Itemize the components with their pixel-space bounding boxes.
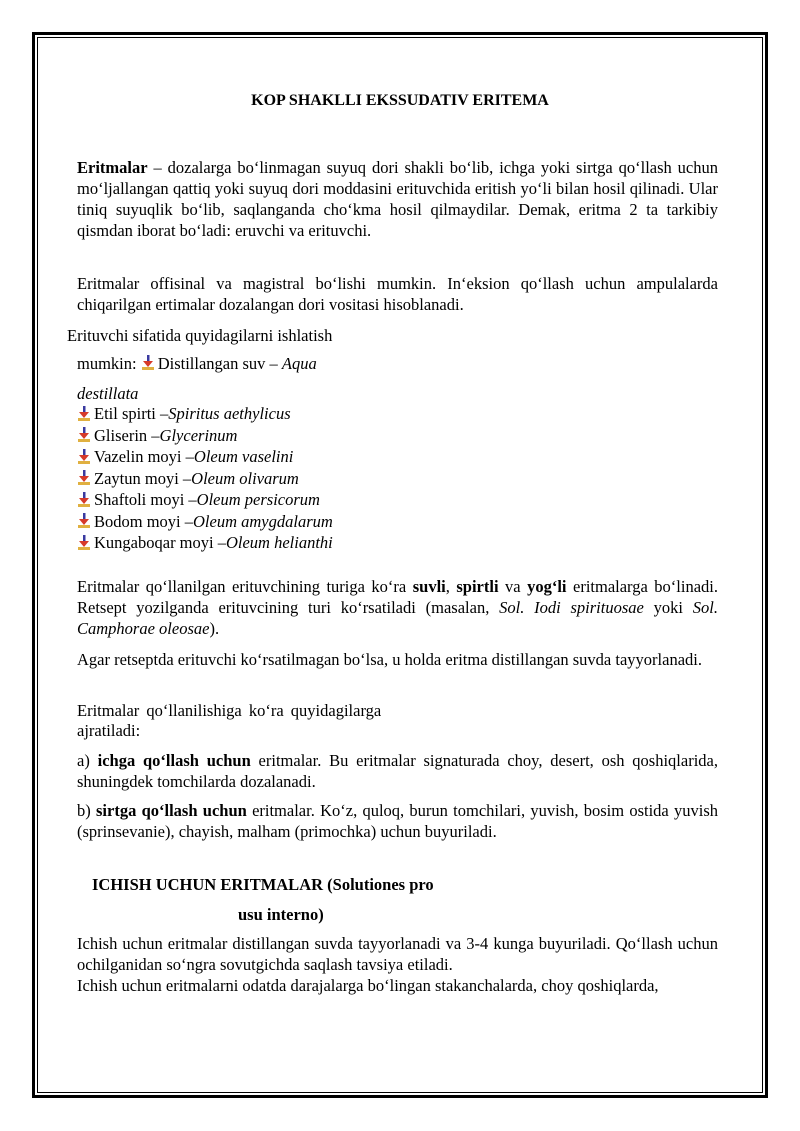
solvent-name: Bodom moyi – [94,511,194,531]
solvent-latin-cont: destillata [77,384,139,403]
solvent-latin: Aqua [281,354,317,373]
solvent-name: Shaftoli moyi – [94,490,197,510]
term-sirtga: sirtga qo‘llash uchun [96,801,247,820]
list-item [77,403,333,425]
term-eritmalar: Eritmalar [77,158,148,177]
list-item [77,425,333,447]
solvents-intro-mumkin: mumkin: [77,354,141,373]
solvent-list [77,403,333,554]
text-span: eritmalar. Bu eritmalar signaturada choy, desert, osh qoshiqlarida, shuningdek tomchilarda dozalanadi. [77,751,718,791]
paragraph-dosing: Ichish uchun eritmalarni odatda darajalarga bo‘lingan stakanchalarda, choy qoshiqlarda, [77,976,659,995]
solvent-name: Zaytun moyi – [94,468,192,488]
solvent-latin: Oleum helianthi [225,533,333,553]
solvent-name: Etil spirti – [94,404,169,424]
download-arrow-icon [77,470,91,486]
paragraph-solvent-types [77,576,718,639]
example-camphorae: Sol. Camphorae oleosae [77,598,718,638]
paragraph-definition [77,157,718,241]
paragraph-default-solvent: Agar retseptda erituvchi ko‘rsatilmagan bo‘lsa, u holda eritma distillangan suvda tayyorlanadi. [77,650,702,669]
paragraph-internal-use [77,750,718,792]
text-span: yoki [643,598,693,617]
text-span: , [445,577,457,596]
solvent-name: Distillangan suv – [157,354,282,373]
list-item [77,511,333,533]
solvent-name: Gliserin – [94,425,160,445]
list-item [77,446,333,468]
text-span: eritmalarga bo‘linadi. Retsept yozilganda erituvcining turi ko‘rsatiladi (masalan, [77,577,718,617]
list-marker-a: a) [77,751,98,770]
list-item [77,468,333,490]
solvent-latin: Oleum olivarum [191,468,299,488]
term-spirtli: spirtli [456,577,499,596]
paragraph-external-use [77,800,718,842]
solvent-latin: Spiritus aethylicus [168,404,291,424]
solvents-intro-line2 [77,353,317,374]
solvent-name: Kungaboqar moyi – [94,533,226,553]
list-item [77,532,333,554]
term-ichga: ichga qo‘llash uchun [97,751,251,770]
text-span: Eritmalar qo‘llanilgan erituvchining turiga ko‘ra [77,577,413,596]
download-arrow-icon [77,535,91,551]
solvent-latin: Oleum persicorum [196,490,320,510]
download-arrow-icon [77,427,91,443]
solvent-name: Vazelin moyi – [94,447,194,467]
list-item [77,489,333,511]
text-span: eritmalar. Ko‘z, quloq, burun tomchilari, yuvish, bosim ostida yuvish (sprinsevanie), chayish, malham (primochka) uchun buyuriladi. [77,801,718,841]
term-yogli: yog‘li [527,577,567,596]
download-arrow-icon [77,449,91,465]
section-heading-line1: ICHISH UCHUN ERITMALAR (Solutiones pro [92,875,434,894]
term-suvli: suvli [412,577,446,596]
example-iodi: Sol. Iodi spirituosae [499,598,644,617]
download-arrow-icon [141,355,155,371]
solvent-latin: Glycerinum [159,425,238,445]
solvents-intro-line1: Erituvchi sifatida quyidagilarni ishlatish [67,326,333,345]
list-marker-b: b) [77,801,96,820]
paragraph-storage: Ichish uchun eritmalar distillangan suvda tayyorlanadi va 3-4 kunga buyuriladi. Qo‘llash uchun ochilganidan so‘ngra sovutgichda saqlash tavsiya etiladi. [77,934,718,974]
text-span: va [498,577,528,596]
definition-text: – dozalarga bo‘linmagan suyuq dori shakli bo‘lib, ichga yoki sirtga qo‘llash uchun mo‘ljallangan qattiq yoki suyuq dori moddasini erituvchida eritish yo‘li bilan hosil qilinadi. Ular tiniq suyuqlik bo‘lib, saqlanganda cho‘kma hosil qilmaydilar. Demak, eritma 2 ta tarkibiy qismdan iborat bo‘ladi: eruvchi va erituvchi. [77,158,718,240]
text-span: ). [209,619,220,638]
section-heading-line2: usu interno) [238,905,324,924]
paragraph-classification-line1: Eritmalar qo‘llanilishiga ko‘ra quyidagilarga [77,701,382,720]
paragraph-offisinal: Eritmalar offisinal va magistral bo‘lishi mumkin. In‘eksion qo‘llash uchun ampulalarda chiqarilgan ertimalar dozalangan dori vositasi hisoblanadi. [77,274,718,314]
download-arrow-icon [77,513,91,529]
paragraph-classification-line2: ajratiladi: [77,721,141,740]
solvent-latin: Oleum vaselini [193,447,294,467]
download-arrow-icon [77,406,91,422]
solvent-latin: Oleum amygdalarum [193,511,333,531]
download-arrow-icon [77,492,91,508]
page-title: KOP SHAKLLI EKSSUDATIV ERITEMA [251,92,549,109]
